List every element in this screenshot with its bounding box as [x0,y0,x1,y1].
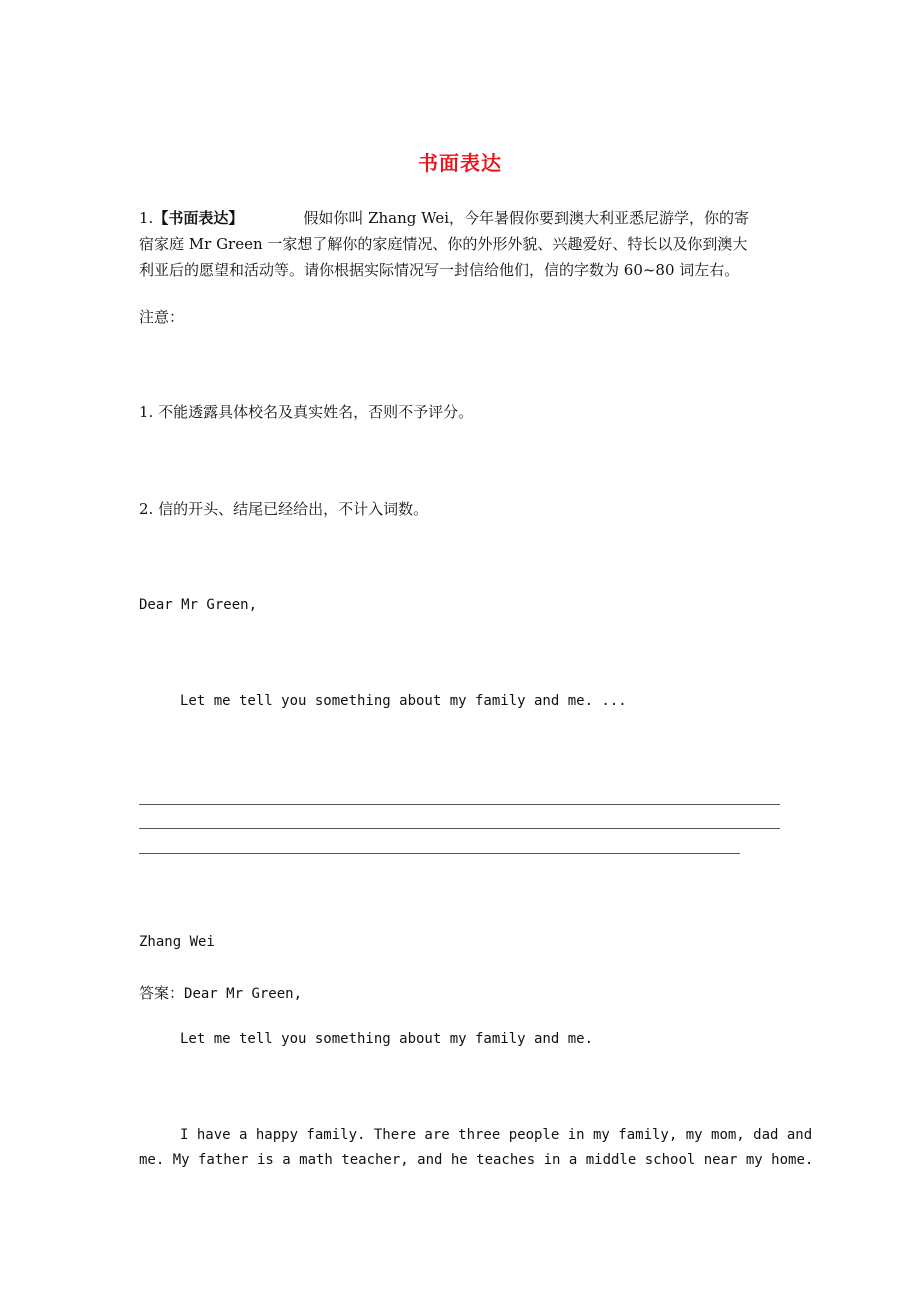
question-line-2: 宿家庭 Mr Green 一家想了解你的家庭情况、你的外形外貌、兴趣爱好、特长以及你到澳大 [139,235,748,253]
note-item-1: 1. 不能透露具体校名及真实姓名，否则不予评分。 [139,403,474,421]
question-tag: 【书面表达】 [153,209,244,227]
answer-blank-line [139,828,780,829]
answer-blank-line [139,853,740,854]
answer-greeting-line [139,982,794,1003]
question-text-1: 假如你叫 Zhang Wei，今年暑假你要到澳大利亚悉尼游学，你的寄 [303,209,750,227]
answer-label: 答案： [139,984,185,1002]
note-item-2: 2. 信的开头、结尾已经给出，不计入词数。 [139,500,429,518]
letter-greeting: Dear Mr Green, [139,597,258,613]
answer-body-line-2: me. My father is a math teacher, and he teaches in a middle school near my home. [139,1152,814,1168]
question-line-3: 利亚后的愿望和活动等。请你根据实际情况写一封信给他们，信的字数为 60~80 词左右。 [139,261,740,279]
answer-greeting: Dear Mr Green, [184,986,303,1002]
answer-blank-line [139,804,780,805]
question-number: 1. [139,209,154,227]
question-line-1 [139,207,799,233]
page-title: 书面表达 [418,151,502,175]
answer-body-line-1: I have a happy family. There are three people in my family, my mom, dad and [180,1127,813,1143]
letter-opening: Let me tell you something about my family and me. ... [180,693,627,709]
letter-signature: Zhang Wei [139,934,215,950]
notes-heading: 注意： [139,308,185,326]
answer-opening: Let me tell you something about my family and me. [180,1031,594,1047]
